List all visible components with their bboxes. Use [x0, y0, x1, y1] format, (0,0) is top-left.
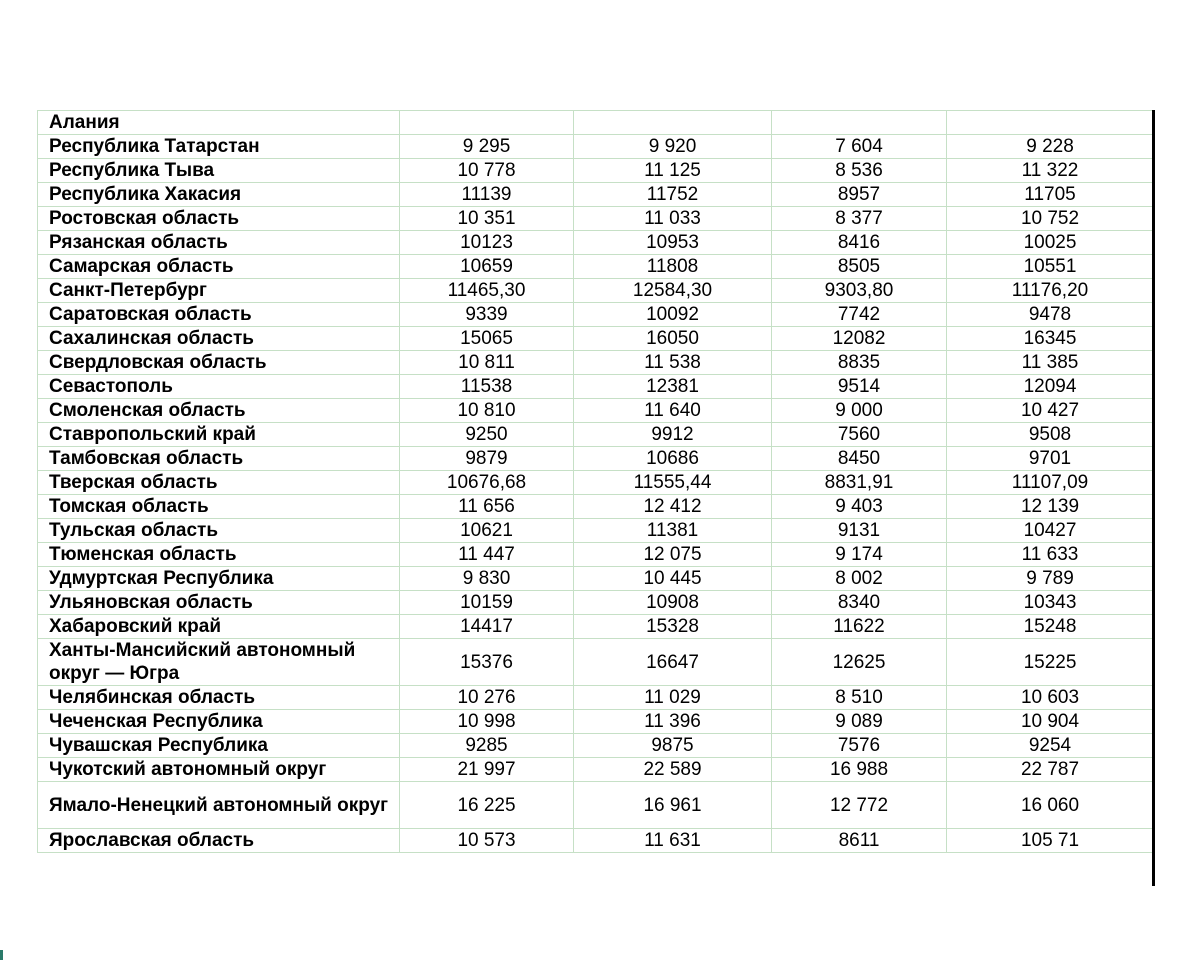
- value-cell-col2: 12 075: [574, 543, 772, 567]
- value-cell-col3: 8416: [772, 231, 947, 255]
- value-cell-col4: 12094: [947, 375, 1154, 399]
- table-row: [38, 829, 1154, 853]
- region-name-cell: Рязанская область: [38, 231, 400, 255]
- value-cell-col4: 10551: [947, 255, 1154, 279]
- table-row: [38, 207, 1154, 231]
- value-cell-col3: 8 377: [772, 207, 947, 231]
- value-cell-col1: [400, 111, 574, 135]
- table-row: [38, 734, 1154, 758]
- region-name-cell: Республика Хакасия: [38, 183, 400, 207]
- value-cell-col1: 9339: [400, 303, 574, 327]
- region-name-cell: Свердловская область: [38, 351, 400, 375]
- region-name-cell: Республика Тыва: [38, 159, 400, 183]
- value-cell-col2: [574, 111, 772, 135]
- table-row: [38, 111, 1154, 135]
- value-cell-col3: 9131: [772, 519, 947, 543]
- table-row: [38, 782, 1154, 829]
- value-cell-col2: 10092: [574, 303, 772, 327]
- value-cell-col3: 12 772: [772, 782, 947, 829]
- table-row: [38, 183, 1154, 207]
- value-cell-col1: 10621: [400, 519, 574, 543]
- value-cell-col4: 11 385: [947, 351, 1154, 375]
- value-cell-col2: 9912: [574, 423, 772, 447]
- page-right-border: [1152, 110, 1155, 886]
- value-cell-col3: 8957: [772, 183, 947, 207]
- region-name-cell: Ульяновская область: [38, 591, 400, 615]
- value-cell-col4: 12 139: [947, 495, 1154, 519]
- value-cell-col1: 15376: [400, 639, 574, 686]
- region-name-cell: Ставропольский край: [38, 423, 400, 447]
- table-row: [38, 447, 1154, 471]
- value-cell-col2: 11 125: [574, 159, 772, 183]
- value-cell-col1: 10 811: [400, 351, 574, 375]
- value-cell-col4: 9508: [947, 423, 1154, 447]
- table-row: [38, 686, 1154, 710]
- region-name-cell: Ярославская область: [38, 829, 400, 853]
- table-row: [38, 351, 1154, 375]
- value-cell-col3: 9514: [772, 375, 947, 399]
- value-cell-col1: 10123: [400, 231, 574, 255]
- value-cell-col4: 10427: [947, 519, 1154, 543]
- region-name-cell: Севастополь: [38, 375, 400, 399]
- value-cell-col2: 15328: [574, 615, 772, 639]
- region-name-cell: Удмуртская Республика: [38, 567, 400, 591]
- value-cell-col4: 11 633: [947, 543, 1154, 567]
- value-cell-col2: 11 029: [574, 686, 772, 710]
- value-cell-col3: 11622: [772, 615, 947, 639]
- table-row: [38, 423, 1154, 447]
- value-cell-col1: 11139: [400, 183, 574, 207]
- value-cell-col1: 9285: [400, 734, 574, 758]
- region-name-cell: Сахалинская область: [38, 327, 400, 351]
- table-body: [38, 111, 1154, 853]
- value-cell-col3: 7 604: [772, 135, 947, 159]
- value-cell-col4: 10 603: [947, 686, 1154, 710]
- region-name-cell: Томская область: [38, 495, 400, 519]
- value-cell-col2: 11 631: [574, 829, 772, 853]
- value-cell-col3: 8831,91: [772, 471, 947, 495]
- table-row: [38, 710, 1154, 734]
- table-row: [38, 591, 1154, 615]
- value-cell-col1: 9 830: [400, 567, 574, 591]
- value-cell-col3: 9 000: [772, 399, 947, 423]
- table-row: [38, 495, 1154, 519]
- value-cell-col3: 9 403: [772, 495, 947, 519]
- region-name-cell: Тюменская область: [38, 543, 400, 567]
- value-cell-col4: 9701: [947, 447, 1154, 471]
- value-cell-col3: 7576: [772, 734, 947, 758]
- table-row: [38, 303, 1154, 327]
- value-cell-col3: 7560: [772, 423, 947, 447]
- value-cell-col1: 10 778: [400, 159, 574, 183]
- value-cell-col4: 9 789: [947, 567, 1154, 591]
- value-cell-col3: 8 536: [772, 159, 947, 183]
- table-row: [38, 375, 1154, 399]
- table-row: [38, 519, 1154, 543]
- value-cell-col2: 11381: [574, 519, 772, 543]
- value-cell-col3: 8505: [772, 255, 947, 279]
- table-row: [38, 327, 1154, 351]
- value-cell-col2: 10 445: [574, 567, 772, 591]
- value-cell-col2: 11 640: [574, 399, 772, 423]
- value-cell-col2: 22 589: [574, 758, 772, 782]
- region-name-cell: Чеченская Республика: [38, 710, 400, 734]
- region-name-cell: Чукотский автономный округ: [38, 758, 400, 782]
- value-cell-col2: 10686: [574, 447, 772, 471]
- region-name-cell: Смоленская область: [38, 399, 400, 423]
- value-cell-col4: 9478: [947, 303, 1154, 327]
- value-cell-col1: 10 998: [400, 710, 574, 734]
- region-name-cell: Санкт-Петербург: [38, 279, 400, 303]
- value-cell-col4: 10025: [947, 231, 1154, 255]
- value-cell-col3: 7742: [772, 303, 947, 327]
- value-cell-col1: 10159: [400, 591, 574, 615]
- value-cell-col2: 10908: [574, 591, 772, 615]
- value-cell-col4: 11176,20: [947, 279, 1154, 303]
- value-cell-col1: 11 447: [400, 543, 574, 567]
- value-cell-col3: 9303,80: [772, 279, 947, 303]
- region-name-cell: Ханты-Мансийский автономный округ — Югра: [38, 639, 400, 686]
- value-cell-col4: 15248: [947, 615, 1154, 639]
- value-cell-col1: 10 573: [400, 829, 574, 853]
- value-cell-col4: 11107,09: [947, 471, 1154, 495]
- value-cell-col2: 16 961: [574, 782, 772, 829]
- value-cell-col1: 9250: [400, 423, 574, 447]
- table-row: [38, 758, 1154, 782]
- value-cell-col1: 21 997: [400, 758, 574, 782]
- value-cell-col2: 11 538: [574, 351, 772, 375]
- value-cell-col4: 15225: [947, 639, 1154, 686]
- value-cell-col4: [947, 111, 1154, 135]
- value-cell-col1: 10 276: [400, 686, 574, 710]
- value-cell-col3: 8 002: [772, 567, 947, 591]
- value-cell-col2: 11808: [574, 255, 772, 279]
- table-row: [38, 135, 1154, 159]
- value-cell-col2: 9 920: [574, 135, 772, 159]
- table-row: [38, 255, 1154, 279]
- value-cell-col1: 14417: [400, 615, 574, 639]
- value-cell-col3: 8611: [772, 829, 947, 853]
- value-cell-col2: 16647: [574, 639, 772, 686]
- value-cell-col2: 11 396: [574, 710, 772, 734]
- region-name-cell: Саратовская область: [38, 303, 400, 327]
- value-cell-col1: 9879: [400, 447, 574, 471]
- value-cell-col3: 12082: [772, 327, 947, 351]
- regions-table: [37, 110, 1154, 853]
- value-cell-col3: 12625: [772, 639, 947, 686]
- region-name-cell: Ямало-Ненецкий автономный округ: [38, 782, 400, 829]
- value-cell-col2: 12 412: [574, 495, 772, 519]
- value-cell-col3: 8835: [772, 351, 947, 375]
- value-cell-col2: 12381: [574, 375, 772, 399]
- value-cell-col1: 11538: [400, 375, 574, 399]
- value-cell-col1: 10 810: [400, 399, 574, 423]
- value-cell-col2: 11 033: [574, 207, 772, 231]
- region-name-cell: Тамбовская область: [38, 447, 400, 471]
- value-cell-col2: 10953: [574, 231, 772, 255]
- region-name-cell: Тверская область: [38, 471, 400, 495]
- table-row: [38, 567, 1154, 591]
- value-cell-col4: 16345: [947, 327, 1154, 351]
- value-cell-col4: 10343: [947, 591, 1154, 615]
- value-cell-col3: 9 174: [772, 543, 947, 567]
- region-name-cell: Самарская область: [38, 255, 400, 279]
- table-row: [38, 279, 1154, 303]
- value-cell-col3: [772, 111, 947, 135]
- value-cell-col1: 15065: [400, 327, 574, 351]
- value-cell-col2: 9875: [574, 734, 772, 758]
- table-row: [38, 543, 1154, 567]
- value-cell-col1: 10676,68: [400, 471, 574, 495]
- value-cell-col1: 11 656: [400, 495, 574, 519]
- value-cell-col1: 11465,30: [400, 279, 574, 303]
- value-cell-col2: 11555,44: [574, 471, 772, 495]
- value-cell-col3: 8450: [772, 447, 947, 471]
- value-cell-col2: 16050: [574, 327, 772, 351]
- value-cell-col4: 10 427: [947, 399, 1154, 423]
- table-row: [38, 159, 1154, 183]
- region-name-cell: Чувашская Республика: [38, 734, 400, 758]
- value-cell-col2: 11752: [574, 183, 772, 207]
- value-cell-col1: 16 225: [400, 782, 574, 829]
- region-name-cell: Челябинская область: [38, 686, 400, 710]
- table-row: [38, 231, 1154, 255]
- value-cell-col1: 9 295: [400, 135, 574, 159]
- table-row: [38, 615, 1154, 639]
- data-sheet: [37, 110, 1153, 853]
- value-cell-col4: 22 787: [947, 758, 1154, 782]
- table-row: [38, 639, 1154, 686]
- value-cell-col3: 16 988: [772, 758, 947, 782]
- region-name-cell: Хабаровский край: [38, 615, 400, 639]
- value-cell-col4: 11 322: [947, 159, 1154, 183]
- value-cell-col4: 10 904: [947, 710, 1154, 734]
- value-cell-col4: 16 060: [947, 782, 1154, 829]
- value-cell-col1: 10659: [400, 255, 574, 279]
- value-cell-col2: 12584,30: [574, 279, 772, 303]
- region-name-cell: Ростовская область: [38, 207, 400, 231]
- value-cell-col3: 8340: [772, 591, 947, 615]
- region-name-cell: Республика Татарстан: [38, 135, 400, 159]
- value-cell-col3: 9 089: [772, 710, 947, 734]
- value-cell-col4: 11705: [947, 183, 1154, 207]
- region-name-cell: Тульская область: [38, 519, 400, 543]
- value-cell-col3: 8 510: [772, 686, 947, 710]
- value-cell-col4: 10 752: [947, 207, 1154, 231]
- value-cell-col4: 9254: [947, 734, 1154, 758]
- value-cell-col4: 9 228: [947, 135, 1154, 159]
- table-row: [38, 399, 1154, 423]
- corner-mark: [0, 950, 3, 960]
- table-row: [38, 471, 1154, 495]
- region-name-cell: Алания: [38, 111, 400, 135]
- value-cell-col4: 105 71: [947, 829, 1154, 853]
- value-cell-col1: 10 351: [400, 207, 574, 231]
